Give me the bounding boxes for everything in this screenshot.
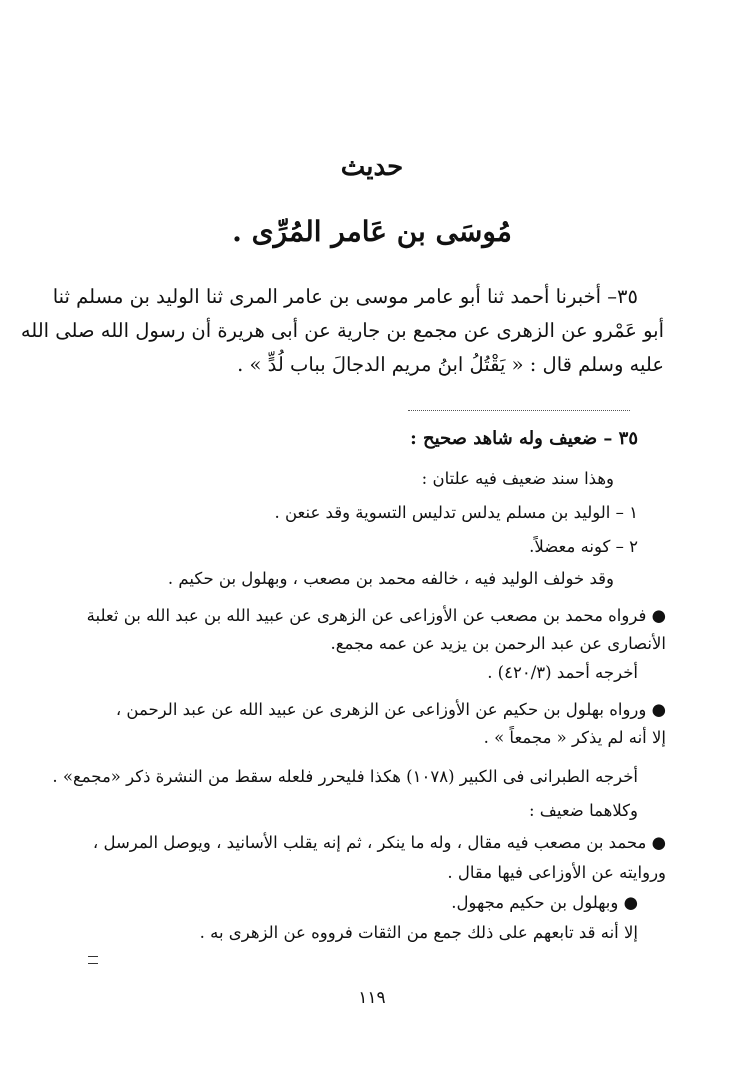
narration-2-line: إلا أنه لم يذكر « مجمعاً » .	[483, 728, 666, 747]
source-ahmad: أخرجه أحمد (٤٢٠/٣) .	[487, 663, 638, 682]
hadith-line: عليه وسلم قال : « يَقْتُلُ ابنُ مريم الدجالَ بباب لُدٍّ » .	[237, 353, 664, 376]
section-title: حديث	[340, 152, 404, 182]
hadith-line: أبو عَمْرو عن الزهرى عن مجمع بن جارية عن أبى هريرة أن رسول الله صلى الله	[20, 319, 664, 342]
contradiction-note: وقد خولف الوليد فيه ، خالفه محمد بن مصعب ، وبهلول بن حكيم .	[167, 569, 614, 588]
weakness-reason-2: ٢ – كونه معضلاً.	[529, 537, 638, 556]
narration-1-line: ● فرواه محمد بن مصعب عن الأوزاعى عن الزهرى عن عبيد الله بن عبد الله بن ثعلبة	[86, 606, 666, 625]
both-weak-note: وكلاهما ضعيف :	[528, 801, 638, 820]
source-tabarani: أخرجه الطبرانى فى الكبير (١٠٧٨) هكذا فليحرر فلعله سقط من النشرة ذكر «مجمع» .	[52, 767, 638, 786]
narrator-title: مُوسَى بن عَامر المُرِّى .	[232, 215, 512, 248]
footnote-divider	[408, 410, 630, 411]
page-number: ١١٩	[358, 988, 386, 1008]
spacer	[92, 752, 638, 760]
narration-2-line: ● ورواه بهلول بن حكيم عن الأوزاعى عن الزهرى عن عبيد الله عن عبد الرحمن ،	[115, 700, 666, 719]
weakness-reason-1: ١ – الوليد بن مسلم يدلس تدليس التسوية وقد عنعن .	[274, 503, 638, 522]
note-1-line: وروايته عن الأوزاعى فيها مقال .	[447, 863, 666, 882]
hadith-line: ٣٥– أخبرنا أحمد ثنا أبو عامر موسى بن عامر المرى ثنا الوليد بن مسلم ثنا	[52, 285, 638, 308]
conclusion: إلا أنه قد تابعهم على ذلك جمع من الثقات فرووه عن الزهرى به .	[199, 923, 638, 942]
commentary-intro: وهذا سند ضعيف فيه علتان :	[421, 469, 614, 488]
spacer	[92, 688, 638, 696]
commentary-title: ٣٥ – ضعيف وله شاهد صحيح :	[410, 428, 638, 449]
note-2: ● وبهلول بن حكيم مجهول.	[451, 893, 638, 912]
commentary-block	[52, 424, 666, 948]
hadith-text	[20, 280, 664, 382]
narration-1-line: الأنصارى عن عبد الرحمن بن يزيد عن عمه مجمع.	[330, 634, 666, 653]
margin-mark	[88, 956, 98, 964]
spacer	[92, 594, 638, 602]
note-1-line: ● محمد بن مصعب فيه مقال ، وله ما ينكر ، ثم إنه يقلب الأسانيد ، ويوصل المرسل ،	[92, 833, 666, 852]
